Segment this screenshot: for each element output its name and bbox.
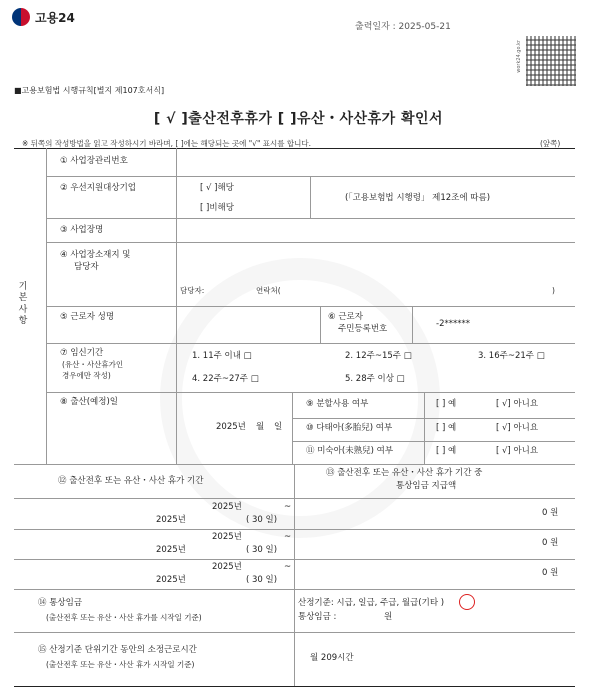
- col-divider: [412, 306, 413, 343]
- leave-end: 2025년: [156, 545, 186, 555]
- brand-name: 고용24: [35, 10, 75, 25]
- pregnancy-option-2[interactable]: 2. 12주~15주 □: [345, 351, 412, 361]
- row-divider: [292, 418, 575, 419]
- premature-label: ⑪ 미숙아(未熟兒) 여부: [306, 446, 394, 456]
- work-hours-value: 월 209시간: [310, 653, 354, 663]
- work-hours-note: (출산전후 또는 유산・사산 휴가 시작일 기준): [46, 660, 195, 669]
- selection-circle-icon: [459, 594, 475, 610]
- leave-pay-header: ⑬ 출산전후 또는 유산・사산 휴가 기간 중: [326, 468, 483, 478]
- basic-info-side-label: 기 본 사 항: [18, 282, 28, 326]
- split-use-no[interactable]: [ √] 아니요: [496, 399, 539, 409]
- notice-text: ※ 뒤쪽의 작성방법을 읽고 작성하시기 바라며, [ ]에는 해당되는 곳에 "√" 표시를 합니다.: [22, 139, 312, 148]
- leave-start: 2025년: [212, 532, 242, 542]
- regulation-label: ■고용보험법 시행규칙[별지 제107호서식]: [14, 86, 165, 95]
- leave-end: 2025년: [156, 575, 186, 585]
- worker-name-label: ⑤ 근로자 성명: [60, 312, 115, 322]
- business-name-label: ③ 사업장명: [60, 225, 104, 235]
- row-divider: [46, 343, 575, 344]
- wage-amount-unit: 원: [384, 612, 393, 622]
- leave-pay: 0 원: [542, 508, 559, 518]
- wage-basis: 산정기준: 시급, 일급, 주급, 월급(기타 ): [298, 598, 445, 608]
- row-divider: [46, 242, 575, 243]
- leave-days: ( 30 일): [246, 575, 278, 585]
- print-date: 출력일자 : 2025-05-21: [355, 22, 451, 32]
- birth-month: 월: [256, 422, 265, 432]
- leave-tilde: ~: [284, 532, 292, 542]
- contact-field-label: 연락처(: [256, 286, 281, 295]
- multiple-birth-no[interactable]: [ √] 아니요: [496, 423, 539, 433]
- leave-period-header: ⑫ 출산전후 또는 유산・사산 휴가 기간: [58, 476, 204, 486]
- leave-tilde: ~: [284, 502, 292, 512]
- leave-days: ( 30 일): [246, 545, 278, 555]
- gov-logo: [12, 8, 75, 26]
- col-divider: [292, 392, 293, 464]
- watermark-emblem: [160, 258, 440, 538]
- premature-no[interactable]: [ √] 아니요: [496, 446, 539, 456]
- worker-id-label: ⑥ 근로자: [328, 312, 363, 322]
- ordinary-wage-note: (출산전후 또는 유산・사산 휴가를 시작일 기준): [46, 613, 202, 622]
- row-divider: [46, 392, 575, 393]
- leave-pay: 0 원: [542, 538, 559, 548]
- pregnancy-period-note-2: 경우에만 작성): [62, 371, 111, 380]
- col-divider: [424, 392, 425, 464]
- qr-code-icon: [526, 36, 576, 86]
- document-title: [ √ ]출산전후휴가 [ ]유산・사산휴가 확인서: [153, 111, 444, 127]
- col-divider: [294, 464, 295, 686]
- leave-start: 2025년: [212, 502, 242, 512]
- taegeuk-icon: [12, 8, 30, 26]
- col-divider: [46, 148, 47, 464]
- table-top-border: [14, 148, 575, 149]
- priority-note: (「고용보험법 시행령」 제12조에 따름): [345, 193, 491, 203]
- multiple-birth-label: ⑩ 다태아(多胎兒) 여부: [306, 423, 393, 433]
- leave-tilde: ~: [284, 562, 292, 572]
- contact-close-paren: ): [552, 286, 555, 295]
- split-use-label: ⑨ 분할사용 여부: [306, 399, 369, 409]
- multiple-birth-yes[interactable]: [ ] 예: [436, 423, 457, 433]
- birth-year: 2025년: [216, 422, 246, 432]
- row-divider: [46, 218, 575, 219]
- row-divider: [46, 306, 575, 307]
- business-number-label: ① 사업장관리번호: [60, 156, 128, 166]
- birth-day: 일: [274, 422, 283, 432]
- priority-yes-checkbox[interactable]: [ √ ]해당: [200, 183, 234, 193]
- leave-pay-header-2: 통상임금 지급액: [396, 481, 457, 491]
- premature-yes[interactable]: [ ] 예: [436, 446, 457, 456]
- split-use-yes[interactable]: [ ] 예: [436, 399, 457, 409]
- page-side-label: (앞쪽): [540, 139, 561, 148]
- pregnancy-period-note: (유산・사산휴가인: [62, 360, 124, 369]
- col-divider: [310, 176, 311, 218]
- leave-pay: 0 원: [542, 568, 559, 578]
- birth-date-label: ⑧ 출산(예정)일: [60, 397, 119, 407]
- pregnancy-option-1[interactable]: 1. 11주 이내 □: [192, 351, 252, 361]
- pregnancy-period-label: ⑦ 임신기간: [60, 348, 104, 358]
- leave-start: 2025년: [212, 562, 242, 572]
- priority-company-label: ② 우선지원대상기업: [60, 183, 137, 193]
- wage-amount-label: 통상임금 :: [298, 612, 337, 622]
- pregnancy-option-3[interactable]: 3. 16주~21주 □: [478, 351, 545, 361]
- col-divider: [320, 306, 321, 343]
- qr-site-label: work24.go.kr: [516, 40, 522, 73]
- manager-field-label: 담당자:: [180, 286, 205, 295]
- priority-no-checkbox[interactable]: [ ]비해당: [200, 203, 234, 213]
- leave-days: ( 30 일): [246, 515, 278, 525]
- row-divider: [292, 441, 575, 442]
- business-address-label: ④ 사업장소재지 및: [60, 250, 131, 260]
- pregnancy-option-5[interactable]: 5. 28주 이상 □: [345, 374, 405, 384]
- ordinary-wage-label: ⑭ 통상임금: [38, 598, 83, 608]
- worker-id-label-2: 주민등록번호: [338, 324, 388, 334]
- work-hours-label: ⑮ 산정기준 단위기간 동안의 소정근로시간: [38, 645, 197, 655]
- pregnancy-option-4[interactable]: 4. 22주~27주 □: [192, 374, 259, 384]
- table-bottom-border: [14, 686, 575, 687]
- manager-label: 담당자: [74, 262, 99, 272]
- col-divider: [176, 148, 177, 464]
- worker-id-value: -2******: [436, 319, 470, 329]
- leave-end: 2025년: [156, 515, 186, 525]
